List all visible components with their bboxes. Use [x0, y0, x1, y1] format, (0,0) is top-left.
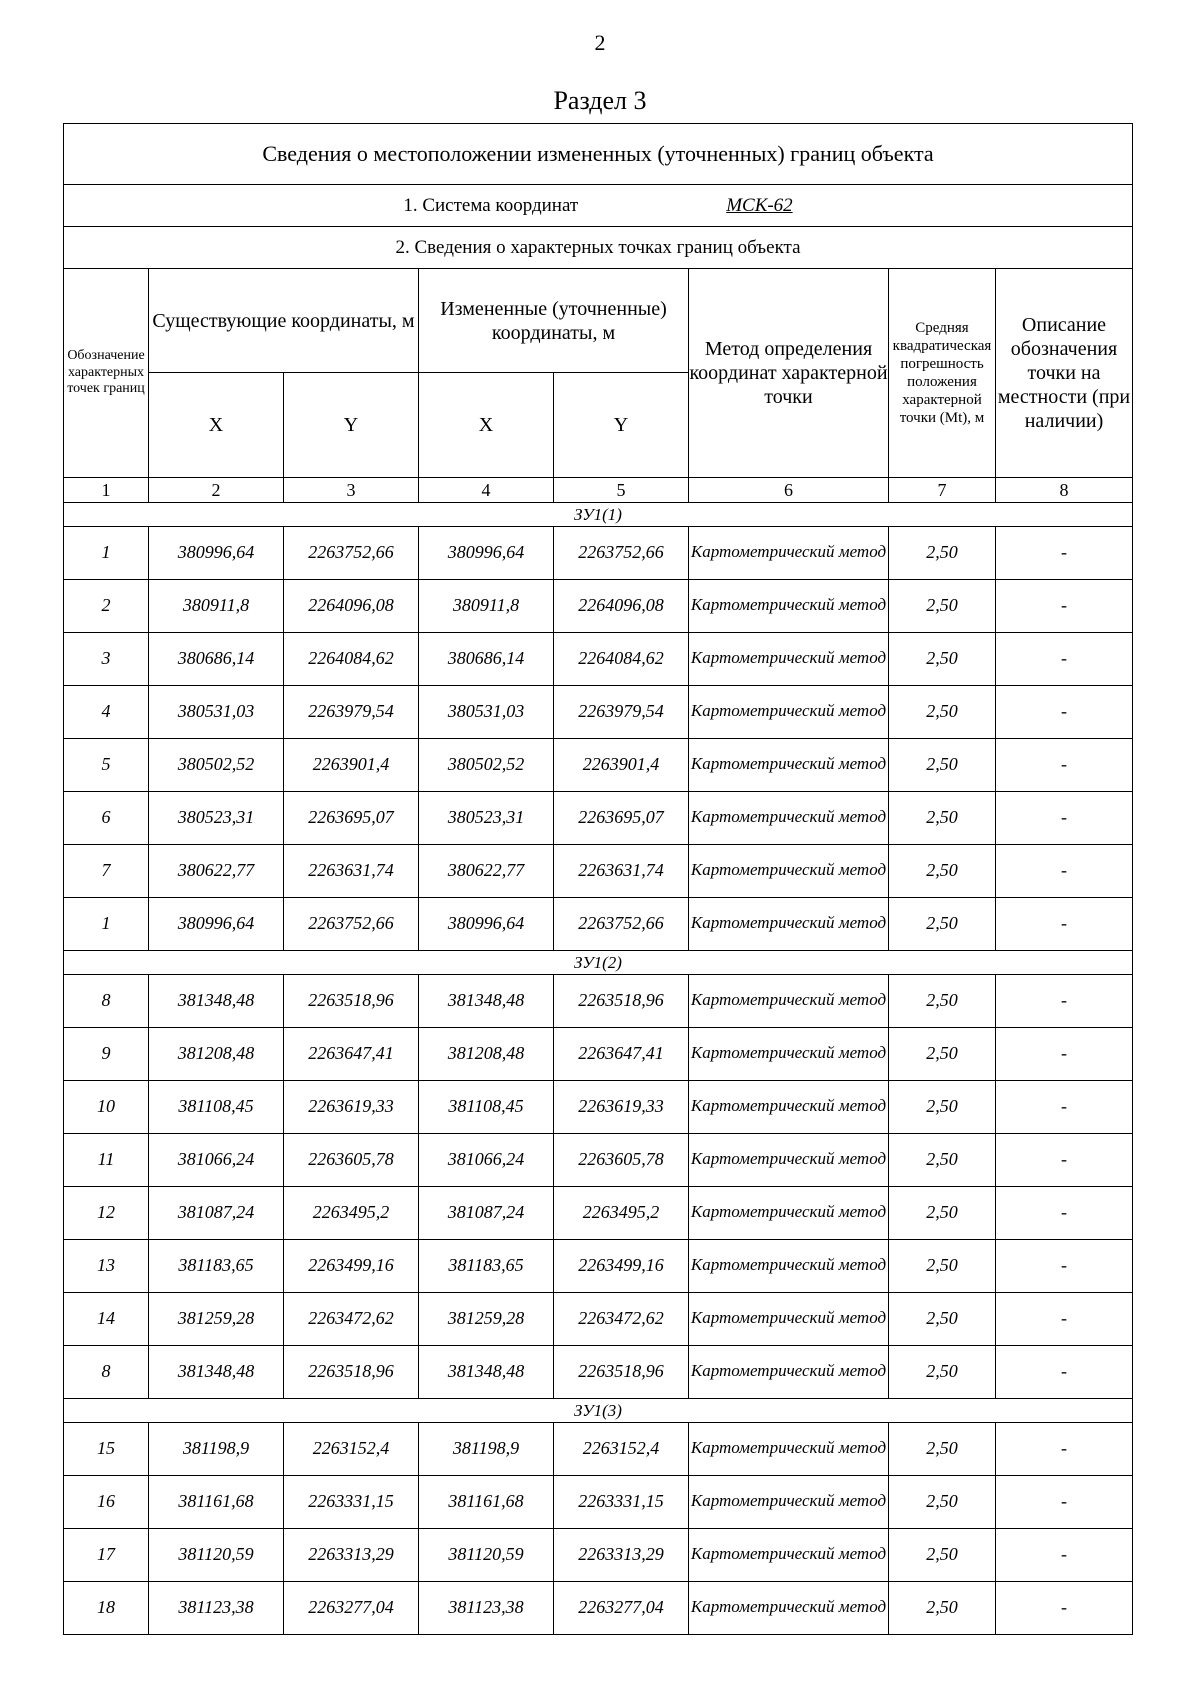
description-cell: -: [996, 1346, 1133, 1399]
table-row: [64, 1423, 1133, 1476]
description-cell: -: [996, 1081, 1133, 1134]
existing-y-cell: 2263979,54: [284, 686, 419, 739]
changed-x-cell: 381208,48: [419, 1028, 554, 1081]
existing-y-cell: 2263152,4: [284, 1423, 419, 1476]
existing-y-cell: 2263901,4: [284, 739, 419, 792]
description-cell: -: [996, 580, 1133, 633]
error-cell: 2,50: [889, 686, 996, 739]
column-number: 7: [889, 478, 996, 503]
point-number-cell: 10: [64, 1081, 149, 1134]
changed-y-cell: 2263499,16: [554, 1240, 689, 1293]
table-row: [64, 792, 1133, 845]
changed-x-cell: 380686,14: [419, 633, 554, 686]
points-heading: 2. Сведения о характерных точках границ объекта: [64, 227, 1133, 269]
changed-x-cell: 380996,64: [419, 898, 554, 951]
group-row: [64, 503, 1133, 527]
column-number: 6: [689, 478, 889, 503]
changed-y-cell: 2263518,96: [554, 975, 689, 1028]
table-row: [64, 975, 1133, 1028]
changed-x-cell: 381087,24: [419, 1187, 554, 1240]
changed-x-cell: 381123,38: [419, 1582, 554, 1635]
header-existing-x: X: [149, 373, 284, 478]
description-cell: -: [996, 633, 1133, 686]
changed-y-cell: 2263495,2: [554, 1187, 689, 1240]
coordinate-system-row: [64, 185, 1133, 227]
method-cell: Картометрический метод: [689, 1134, 889, 1187]
existing-y-cell: 2263631,74: [284, 845, 419, 898]
method-cell: Картометрический метод: [689, 1346, 889, 1399]
existing-x-cell: 381259,28: [149, 1293, 284, 1346]
changed-y-cell: 2263631,74: [554, 845, 689, 898]
table-row: [64, 527, 1133, 580]
changed-x-cell: 380622,77: [419, 845, 554, 898]
point-number-cell: 12: [64, 1187, 149, 1240]
table-row: [64, 1582, 1133, 1635]
existing-x-cell: 380996,64: [149, 898, 284, 951]
error-cell: 2,50: [889, 580, 996, 633]
description-cell: -: [996, 686, 1133, 739]
changed-y-cell: 2263331,15: [554, 1476, 689, 1529]
changed-y-cell: 2263313,29: [554, 1529, 689, 1582]
column-number: 3: [284, 478, 419, 503]
changed-x-cell: 380531,03: [419, 686, 554, 739]
table-row: [64, 1476, 1133, 1529]
column-number: 8: [996, 478, 1133, 503]
group-row: [64, 1399, 1133, 1423]
existing-x-cell: 381208,48: [149, 1028, 284, 1081]
description-cell: -: [996, 1529, 1133, 1582]
existing-y-cell: 2263752,66: [284, 898, 419, 951]
changed-x-cell: 380911,8: [419, 580, 554, 633]
existing-x-cell: 381066,24: [149, 1134, 284, 1187]
existing-y-cell: 2263647,41: [284, 1028, 419, 1081]
changed-y-cell: 2263901,4: [554, 739, 689, 792]
method-cell: Картометрический метод: [689, 845, 889, 898]
changed-x-cell: 380996,64: [419, 527, 554, 580]
table-row: [64, 1134, 1133, 1187]
changed-y-cell: 2263752,66: [554, 527, 689, 580]
changed-y-cell: 2263695,07: [554, 792, 689, 845]
point-number-cell: 11: [64, 1134, 149, 1187]
table-row: [64, 686, 1133, 739]
method-cell: Картометрический метод: [689, 1476, 889, 1529]
error-cell: 2,50: [889, 975, 996, 1028]
changed-y-cell: 2263979,54: [554, 686, 689, 739]
changed-x-cell: 381348,48: [419, 1346, 554, 1399]
table-row: [64, 580, 1133, 633]
description-cell: -: [996, 975, 1133, 1028]
point-number-cell: 17: [64, 1529, 149, 1582]
description-cell: -: [996, 739, 1133, 792]
changed-x-cell: 381120,59: [419, 1529, 554, 1582]
method-cell: Картометрический метод: [689, 527, 889, 580]
changed-x-cell: 381108,45: [419, 1081, 554, 1134]
existing-x-cell: 380622,77: [149, 845, 284, 898]
existing-y-cell: 2264096,08: [284, 580, 419, 633]
changed-y-cell: 2263472,62: [554, 1293, 689, 1346]
error-cell: 2,50: [889, 1423, 996, 1476]
header-description: Описание обозначения точки на местности (при наличии): [996, 269, 1133, 478]
method-cell: Картометрический метод: [689, 898, 889, 951]
description-cell: -: [996, 1187, 1133, 1240]
existing-y-cell: 2263495,2: [284, 1187, 419, 1240]
method-cell: Картометрический метод: [689, 1187, 889, 1240]
existing-x-cell: 381183,65: [149, 1240, 284, 1293]
point-number-cell: 13: [64, 1240, 149, 1293]
description-cell: -: [996, 845, 1133, 898]
existing-x-cell: 380996,64: [149, 527, 284, 580]
changed-x-cell: 381259,28: [419, 1293, 554, 1346]
table-row: [64, 845, 1133, 898]
table-row: [64, 1028, 1133, 1081]
existing-x-cell: 380686,14: [149, 633, 284, 686]
error-cell: 2,50: [889, 633, 996, 686]
point-number-cell: 16: [64, 1476, 149, 1529]
table-title: Сведения о местоположении измененных (уточненных) границ объекта: [64, 124, 1133, 185]
existing-x-cell: 381087,24: [149, 1187, 284, 1240]
existing-y-cell: 2263277,04: [284, 1582, 419, 1635]
existing-y-cell: 2263619,33: [284, 1081, 419, 1134]
existing-y-cell: 2263331,15: [284, 1476, 419, 1529]
method-cell: Картометрический метод: [689, 1529, 889, 1582]
method-cell: Картометрический метод: [689, 580, 889, 633]
error-cell: 2,50: [889, 739, 996, 792]
page-number: 2: [594, 30, 606, 55]
boundary-points-table: [63, 123, 1133, 1635]
table-row: [64, 1240, 1133, 1293]
changed-y-cell: 2263647,41: [554, 1028, 689, 1081]
column-number: 2: [149, 478, 284, 503]
table-title-row: [64, 124, 1133, 185]
table-row: [64, 1081, 1133, 1134]
existing-y-cell: 2263695,07: [284, 792, 419, 845]
changed-y-cell: 2263277,04: [554, 1582, 689, 1635]
existing-x-cell: 380911,8: [149, 580, 284, 633]
coordinate-system-cell: [64, 185, 1133, 227]
existing-y-cell: 2263518,96: [284, 1346, 419, 1399]
column-number: 5: [554, 478, 689, 503]
method-cell: Картометрический метод: [689, 739, 889, 792]
existing-x-cell: 381123,38: [149, 1582, 284, 1635]
method-cell: Картометрический метод: [689, 633, 889, 686]
column-number: 4: [419, 478, 554, 503]
description-cell: -: [996, 1028, 1133, 1081]
point-number-cell: 4: [64, 686, 149, 739]
error-cell: 2,50: [889, 1529, 996, 1582]
changed-x-cell: 380523,31: [419, 792, 554, 845]
point-number-cell: 6: [64, 792, 149, 845]
changed-x-cell: 381348,48: [419, 975, 554, 1028]
method-cell: Картометрический метод: [689, 1081, 889, 1134]
error-cell: 2,50: [889, 1134, 996, 1187]
group-name: ЗУ1(2): [64, 951, 1133, 975]
changed-x-cell: 380502,52: [419, 739, 554, 792]
changed-y-cell: 2263518,96: [554, 1346, 689, 1399]
header-changed: Измененные (уточненные) координаты, м: [419, 269, 689, 373]
column-numbers-row: [64, 478, 1133, 503]
table-row: [64, 1187, 1133, 1240]
existing-y-cell: 2263752,66: [284, 527, 419, 580]
header-changed-x: X: [419, 373, 554, 478]
changed-y-cell: 2263152,4: [554, 1423, 689, 1476]
error-cell: 2,50: [889, 1582, 996, 1635]
existing-x-cell: 381198,9: [149, 1423, 284, 1476]
existing-x-cell: 381120,59: [149, 1529, 284, 1582]
existing-x-cell: 381108,45: [149, 1081, 284, 1134]
method-cell: Картометрический метод: [689, 1423, 889, 1476]
existing-y-cell: 2264084,62: [284, 633, 419, 686]
existing-x-cell: 380502,52: [149, 739, 284, 792]
point-number-cell: 7: [64, 845, 149, 898]
point-number-cell: 1: [64, 898, 149, 951]
changed-x-cell: 381161,68: [419, 1476, 554, 1529]
changed-y-cell: 2263619,33: [554, 1081, 689, 1134]
table-row: [64, 1346, 1133, 1399]
existing-x-cell: 380523,31: [149, 792, 284, 845]
point-number-cell: 18: [64, 1582, 149, 1635]
existing-x-cell: 380531,03: [149, 686, 284, 739]
table-row: [64, 633, 1133, 686]
group-row: [64, 951, 1133, 975]
existing-x-cell: 381348,48: [149, 1346, 284, 1399]
changed-x-cell: 381066,24: [419, 1134, 554, 1187]
existing-y-cell: 2263605,78: [284, 1134, 419, 1187]
description-cell: -: [996, 1423, 1133, 1476]
table-row: [64, 1293, 1133, 1346]
changed-y-cell: 2263752,66: [554, 898, 689, 951]
description-cell: -: [996, 1476, 1133, 1529]
changed-y-cell: 2263605,78: [554, 1134, 689, 1187]
header-row-1: [64, 269, 1133, 373]
error-cell: 2,50: [889, 1028, 996, 1081]
point-number-cell: 5: [64, 739, 149, 792]
existing-y-cell: 2263313,29: [284, 1529, 419, 1582]
point-number-cell: 15: [64, 1423, 149, 1476]
method-cell: Картометрический метод: [689, 975, 889, 1028]
method-cell: Картометрический метод: [689, 686, 889, 739]
point-number-cell: 8: [64, 975, 149, 1028]
header-existing: Существующие координаты, м: [149, 269, 419, 373]
point-number-cell: 2: [64, 580, 149, 633]
point-number-cell: 9: [64, 1028, 149, 1081]
description-cell: -: [996, 1134, 1133, 1187]
description-cell: -: [996, 792, 1133, 845]
header-existing-y: Y: [284, 373, 419, 478]
changed-x-cell: 381198,9: [419, 1423, 554, 1476]
error-cell: 2,50: [889, 527, 996, 580]
method-cell: Картометрический метод: [689, 1240, 889, 1293]
error-cell: 2,50: [889, 1346, 996, 1399]
description-cell: -: [996, 898, 1133, 951]
changed-x-cell: 381183,65: [419, 1240, 554, 1293]
table-row: [64, 898, 1133, 951]
table-body: [64, 124, 1133, 1635]
error-cell: 2,50: [889, 1293, 996, 1346]
method-cell: Картометрический метод: [689, 1293, 889, 1346]
changed-y-cell: 2264084,62: [554, 633, 689, 686]
group-name: ЗУ1(3): [64, 1399, 1133, 1423]
header-changed-y: Y: [554, 373, 689, 478]
existing-x-cell: 381348,48: [149, 975, 284, 1028]
error-cell: 2,50: [889, 1187, 996, 1240]
error-cell: 2,50: [889, 845, 996, 898]
existing-x-cell: 381161,68: [149, 1476, 284, 1529]
point-number-cell: 8: [64, 1346, 149, 1399]
error-cell: 2,50: [889, 792, 996, 845]
point-number-cell: 1: [64, 527, 149, 580]
existing-y-cell: 2263518,96: [284, 975, 419, 1028]
error-cell: 2,50: [889, 1240, 996, 1293]
existing-y-cell: 2263499,16: [284, 1240, 419, 1293]
column-number: 1: [64, 478, 149, 503]
table-row: [64, 739, 1133, 792]
section-title: Раздел 3: [553, 86, 647, 115]
error-cell: 2,50: [889, 898, 996, 951]
description-cell: -: [996, 1293, 1133, 1346]
coordinate-system-label: 1. Система координат: [403, 194, 579, 216]
point-number-cell: 3: [64, 633, 149, 686]
description-cell: -: [996, 1240, 1133, 1293]
error-cell: 2,50: [889, 1476, 996, 1529]
method-cell: Картометрический метод: [689, 1028, 889, 1081]
description-cell: -: [996, 527, 1133, 580]
header-error: Средняя квадратическая погрешность положения характерной точки (Mt), м: [889, 269, 996, 478]
point-number-cell: 14: [64, 1293, 149, 1346]
coordinate-system-value: МСК-62: [726, 194, 793, 216]
table-row: [64, 1529, 1133, 1582]
method-cell: Картометрический метод: [689, 1582, 889, 1635]
method-cell: Картометрический метод: [689, 792, 889, 845]
header-designation: Обозначение характерных точек границ: [64, 269, 149, 478]
description-cell: -: [996, 1582, 1133, 1635]
changed-y-cell: 2264096,08: [554, 580, 689, 633]
error-cell: 2,50: [889, 1081, 996, 1134]
points-heading-row: [64, 227, 1133, 269]
group-name: ЗУ1(1): [64, 503, 1133, 527]
existing-y-cell: 2263472,62: [284, 1293, 419, 1346]
header-method: Метод определения координат характерной точки: [689, 269, 889, 478]
